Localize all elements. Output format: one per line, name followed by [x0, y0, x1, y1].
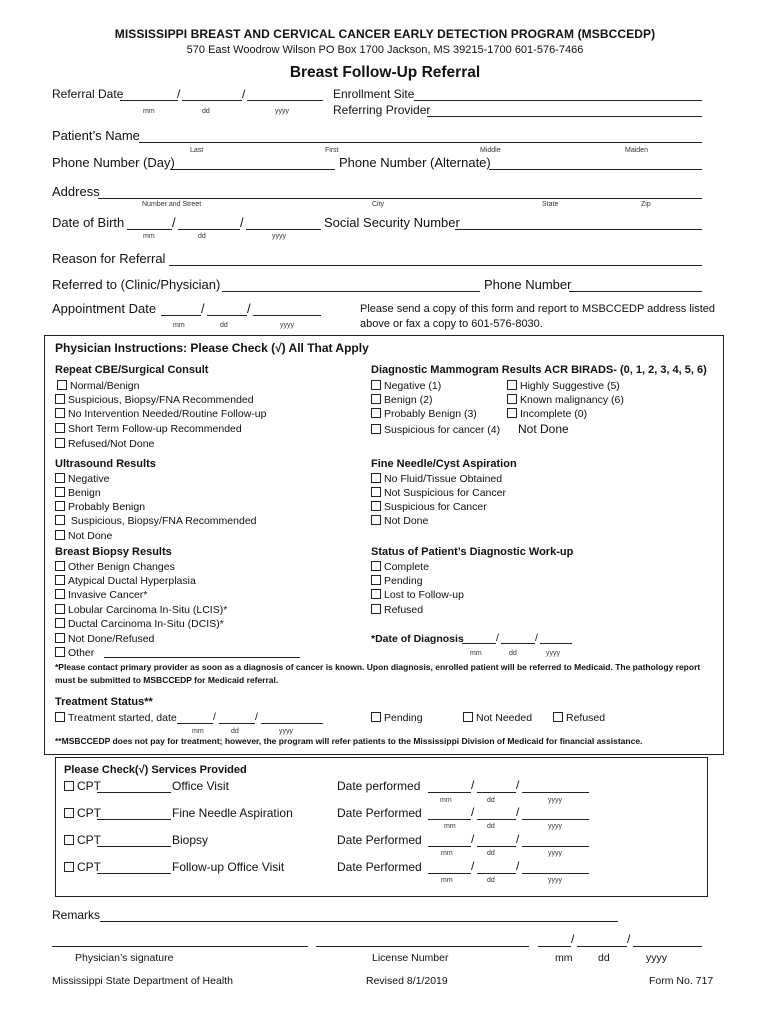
mammogram-not-done[interactable]: Not Done: [518, 422, 569, 436]
cbe-option[interactable]: Refused/Not Done: [55, 438, 154, 450]
treatment-section-title: Treatment Status**: [55, 696, 153, 708]
service-row-follow-up-visit[interactable]: CPT: [64, 861, 101, 875]
checkbox[interactable]: [507, 408, 517, 418]
address-label: Address: [52, 184, 100, 199]
checkbox[interactable]: [55, 712, 65, 722]
cbe-option[interactable]: Short Term Follow-up Recommended: [55, 423, 242, 435]
mammogram-option[interactable]: Incomplete (0): [507, 408, 587, 420]
cpt-code-field[interactable]: [97, 846, 171, 847]
referral-phone-field[interactable]: [569, 291, 702, 292]
checkbox[interactable]: [507, 394, 517, 404]
cbe-option[interactable]: No Intervention Needed/Routine Follow-up: [55, 408, 266, 420]
physician-signature-label: Physician’s signature: [75, 952, 174, 964]
phone-day-label: Phone Number (Day): [52, 155, 175, 170]
ssn-field[interactable]: [455, 229, 702, 230]
reason-field[interactable]: [169, 265, 702, 266]
mammogram-option[interactable]: Highly Suggestive (5): [507, 380, 620, 392]
service-date-dd-field[interactable]: [477, 846, 516, 847]
checkbox[interactable]: [55, 604, 65, 614]
checkbox[interactable]: [371, 394, 381, 404]
treatment-not-needed-option[interactable]: Not Needed: [463, 712, 532, 724]
treatment-dd-field[interactable]: [219, 723, 255, 724]
biopsy-option[interactable]: Ductal Carcinoma In-Situ (DCIS)*: [55, 618, 224, 630]
checkbox[interactable]: [371, 604, 381, 614]
checkbox[interactable]: [55, 394, 65, 404]
ultrasound-option[interactable]: Negative: [55, 473, 109, 485]
cpt-code-field[interactable]: [97, 792, 171, 793]
ultrasound-option[interactable]: Benign: [55, 487, 101, 499]
ultrasound-option[interactable]: Suspicious, Biopsy/FNA Recommended: [55, 515, 257, 527]
service-date-yyyy-field[interactable]: [522, 792, 589, 793]
dob-label: Date of Birth: [52, 215, 125, 230]
services-title: Please Check(√) Services Provided: [64, 764, 247, 776]
checkbox[interactable]: [55, 561, 65, 571]
mammogram-option[interactable]: Benign (2): [371, 394, 432, 406]
treatment-pending-option[interactable]: Pending: [371, 712, 423, 724]
patient-name-field[interactable]: [139, 142, 702, 143]
service-date-mm-field[interactable]: [428, 846, 471, 847]
mammogram-section-title: Diagnostic Mammogram Results ACR BIRADS- (0, 1, 2, 3, 4, 5, 6): [371, 364, 707, 376]
dob-dd-field[interactable]: [178, 229, 240, 230]
workup-option[interactable]: Pending: [371, 575, 423, 587]
phone-alt-field[interactable]: [489, 169, 702, 170]
mammogram-option[interactable]: Known malignancy (6): [507, 394, 624, 406]
checkbox[interactable]: [371, 487, 381, 497]
signature-dd-field[interactable]: [577, 946, 627, 947]
diagnosis-yyyy-field[interactable]: [540, 643, 572, 644]
appointment-dd-field[interactable]: [207, 315, 247, 316]
referral-form-page: MISSISSIPPI BREAST AND CERVICAL CANCER EARLY DETECTION PROGRAM (MSBCCEDP) 570 East Woodrow Wilson PO Box 1700 Jackson, MS 39215-1700 601-576-7466 Breast Follow-Up Referral Referral Date / / mm dd yyyy Enrollment Site Referring Provider Patient’s Name Last First Middle Maiden Phone Number (Day) Phone Number (Alternate) Address Number and Street City State Zip Date of Birth / / mm dd yyyy Social Security Number Reason for Referral Referred to (Clinic/Physician) Phone Number Appointment Date / / mm dd yyyy Please send a copy of this form and report to MSBCCEDP address listed above or fax a copy to 601-576-8030. Physician Instructions: Please Check (√) All That Apply Repeat CBE/Surgical Consult Normal/Benign Suspicious, Biopsy/FNA Recommended No Intervention Needed/Routine Follow-up Short Term Follow-up Recommended Refused/Not Done Diagnostic Mammogram Results ACR BIRADS- (0, 1, 2, 3, 4, 5, 6) Negative (1) Benign (2) Probably Benign (3) Suspicious for cancer (4) Highly Suggestive (5) Known malignancy (6) Incomplete (0) Not Done Ultrasound Results Negative Benign Probably Benign Suspicious, Biopsy/FNA Recommended Not Done Fine Needle/Cyst Aspiration No Fluid/Tissue Obtained Not Suspicious for Cancer Suspicious for Cancer Not Done Breast Biopsy Results Other Benign Changes Atypical Ductal Hyperplasia Invasive Cancer* Lobular Carcinoma In-Situ (LCIS)* Ductal Carcinoma In-Situ (DCIS)* Not Done/Refused Other Status of Patient’s Diagnostic Work-up Complete Pending Lost to Follow-up Refused *Date of Diagnosis / / mm dd yyyy *Please contact primary provider as soon as a diagnosis of cancer is known. Upon diagnosis, enrolled patient will be referred to Medicaid. The pathology report must be submitted to MSBCCEDP for Medicaid referral. Treatment Status** Treatment started, date / / mm dd yyyy Pending Not Needed Refused **MSBCCEDP does not pay for treatment; however, the program will refer patients to the Mississippi Division of Medicaid for financial assistance. Please Check(√) Services Provided CPT Office Visit Date performed / / mm dd yyyy CPT Fine Needle Aspiration Date Performed / / mm dd yyyy CPT Biopsy Date Performed / / mm dd yyyy CPT Follow-up Office Visit Date Performed / / mm dd yyyy Remarks / / Physician’s signature License Number mm dd yyyy Mississippi State Department of Health Revised 8/1/2019 Form No. 717: [0, 0, 770, 1024]
service-date-yyyy-field[interactable]: [522, 873, 589, 874]
biopsy-section-title: Breast Biopsy Results: [55, 546, 172, 558]
reason-label: Reason for Referral: [52, 251, 166, 266]
treatment-yyyy-field[interactable]: [261, 723, 323, 724]
service-date-yyyy-field[interactable]: [522, 846, 589, 847]
checkbox[interactable]: [371, 712, 381, 722]
checkbox[interactable]: [371, 515, 381, 525]
cpt-code-field[interactable]: [97, 819, 171, 820]
service-date-mm-field[interactable]: [428, 873, 471, 874]
signature-mm-field[interactable]: [538, 946, 571, 947]
cbe-section-title: Repeat CBE/Surgical Consult: [55, 364, 209, 376]
checkbox[interactable]: [55, 473, 65, 483]
checkbox[interactable]: [463, 712, 473, 722]
workup-section-title: Status of Patient’s Diagnostic Work-up: [371, 546, 574, 558]
program-address: 570 East Woodrow Wilson PO Box 1700 Jackson, MS 39215-1700 601-576-7466: [186, 44, 584, 56]
checkbox[interactable]: [55, 423, 65, 433]
checkbox[interactable]: [507, 380, 517, 390]
biopsy-option[interactable]: Other Benign Changes: [55, 561, 175, 573]
service-date-mm-field[interactable]: [428, 819, 471, 820]
treatment-started-option[interactable]: Treatment started, date: [55, 712, 177, 724]
patient-name-label: Patient’s Name: [52, 128, 140, 143]
enrollment-site-label: Enrollment Site: [333, 87, 415, 101]
mammogram-option[interactable]: Negative (1): [371, 380, 441, 392]
biopsy-option[interactable]: Other: [55, 647, 94, 659]
referral-date-dd-field[interactable]: [182, 100, 242, 101]
checkbox[interactable]: [64, 835, 74, 845]
workup-option[interactable]: Refused: [371, 604, 423, 616]
treatment-payment-note: **MSBCCEDP does not pay for treatment; however, the program will refer patients to the Mississippi Division of Medicaid for financial assistance.: [55, 736, 643, 746]
ultrasound-option[interactable]: Not Done: [55, 530, 112, 542]
service-row-biopsy[interactable]: CPT: [64, 834, 101, 848]
checkbox[interactable]: [371, 575, 381, 585]
enrollment-site-field[interactable]: [414, 100, 702, 101]
cbe-option[interactable]: Suspicious, Biopsy/FNA Recommended: [55, 394, 254, 406]
referral-date-mm-field[interactable]: [120, 100, 178, 101]
phone-day-field[interactable]: [170, 169, 335, 170]
checkbox[interactable]: [371, 408, 381, 418]
service-date-dd-field[interactable]: [477, 873, 516, 874]
service-date-dd-field[interactable]: [477, 792, 516, 793]
service-date-dd-field[interactable]: [477, 819, 516, 820]
ssn-label: Social Security Number: [324, 215, 460, 230]
fna-option[interactable]: No Fluid/Tissue Obtained: [371, 473, 502, 485]
checkbox[interactable]: [371, 501, 381, 511]
referring-provider-field[interactable]: [427, 116, 702, 117]
service-date-yyyy-field[interactable]: [522, 819, 589, 820]
department-name: Mississippi State Department of Health: [52, 975, 233, 987]
checkbox[interactable]: [371, 561, 381, 571]
appointment-label: Appointment Date: [52, 301, 157, 316]
checkbox[interactable]: [371, 473, 381, 483]
checkbox[interactable]: [55, 618, 65, 628]
service-row-office-visit[interactable]: CPT: [64, 780, 101, 794]
fna-option[interactable]: Not Done: [371, 515, 428, 527]
physician-signature-field[interactable]: [52, 946, 308, 947]
instructions-heading: Physician Instructions: Please Check (√) All That Apply: [55, 341, 369, 355]
cbe-option[interactable]: Normal/Benign: [57, 380, 139, 392]
address-field[interactable]: [98, 198, 702, 199]
remarks-field[interactable]: [100, 921, 618, 922]
service-row-fine-needle-aspiration[interactable]: CPT: [64, 807, 101, 821]
form-number: Form No. 717: [649, 975, 714, 987]
checkbox[interactable]: [55, 515, 65, 525]
appointment-yyyy-field[interactable]: [253, 315, 321, 316]
referred-to-field[interactable]: [222, 291, 480, 292]
referred-to-label: Referred to (Clinic/Physician): [52, 277, 221, 292]
dob-yyyy-field[interactable]: [246, 229, 321, 230]
checkbox[interactable]: [55, 633, 65, 643]
phone-alt-label: Phone Number (Alternate): [339, 155, 491, 170]
checkbox[interactable]: [371, 424, 381, 434]
checkbox[interactable]: [64, 862, 74, 872]
remarks-label: Remarks: [52, 908, 101, 922]
biopsy-option[interactable]: Lobular Carcinoma In-Situ (LCIS)*: [55, 604, 227, 616]
treatment-mm-field[interactable]: [177, 723, 213, 724]
ultrasound-option[interactable]: Probably Benign: [55, 501, 145, 513]
page-title: Breast Follow-Up Referral: [289, 64, 481, 81]
checkbox[interactable]: [55, 501, 65, 511]
workup-option[interactable]: Lost to Follow-up: [371, 589, 464, 601]
checkbox[interactable]: [64, 781, 74, 791]
license-number-field[interactable]: [316, 946, 529, 947]
referral-date-yyyy-field[interactable]: [247, 100, 323, 101]
license-number-label: License Number: [372, 952, 449, 964]
checkbox[interactable]: [553, 712, 563, 722]
checkbox[interactable]: [55, 408, 65, 418]
fna-option[interactable]: Not Suspicious for Cancer: [371, 487, 506, 499]
biopsy-option[interactable]: Not Done/Refused: [55, 633, 154, 645]
checkbox[interactable]: [55, 487, 65, 497]
mammogram-option[interactable]: Probably Benign (3): [371, 408, 477, 420]
workup-option[interactable]: Complete: [371, 561, 429, 573]
referral-date-label: Referral Date: [52, 87, 124, 101]
cancer-diagnosis-note: *Please contact primary provider as soon as a diagnosis of cancer is known. Upon diagnosis, enrolled patient will be referred to Medicaid. The pathology report must be submitted to MSBCCEDP for Medicaid referral.: [55, 662, 701, 685]
signature-yyyy-field[interactable]: [633, 946, 702, 947]
checkbox[interactable]: [57, 380, 67, 390]
program-name: MISSISSIPPI BREAST AND CERVICAL CANCER EARLY DETECTION PROGRAM (MSBCCEDP): [114, 27, 656, 41]
checkbox[interactable]: [55, 589, 65, 599]
checkbox[interactable]: [371, 380, 381, 390]
revision-date: Revised 8/1/2019: [366, 975, 448, 987]
services-provided-box: [55, 757, 708, 897]
diagnosis-date-label: *Date of Diagnosis: [371, 633, 464, 645]
diagnosis-mm-field[interactable]: [462, 643, 496, 644]
checkbox[interactable]: [64, 808, 74, 818]
biopsy-other-field[interactable]: [104, 657, 300, 658]
fna-option[interactable]: Suspicious for Cancer: [371, 501, 487, 513]
referral-phone-label: Phone Number: [484, 277, 572, 292]
checkbox[interactable]: [371, 589, 381, 599]
checkbox[interactable]: [55, 647, 65, 657]
biopsy-option[interactable]: Atypical Ductal Hyperplasia: [55, 575, 196, 587]
biopsy-option[interactable]: Invasive Cancer*: [55, 589, 147, 601]
ultrasound-section-title: Ultrasound Results: [55, 458, 156, 470]
referring-provider-label: Referring Provider: [333, 103, 431, 117]
send-copy-note-line2: above or fax a copy to 601-576-8030.: [360, 318, 543, 330]
dob-mm-field[interactable]: [127, 229, 172, 230]
appointment-mm-field[interactable]: [161, 315, 201, 316]
treatment-refused-option[interactable]: Refused: [553, 712, 605, 724]
send-copy-note-line1: Please send a copy of this form and report to MSBCCEDP address listed: [360, 303, 716, 315]
fna-section-title: Fine Needle/Cyst Aspiration: [371, 458, 517, 470]
checkbox[interactable]: [55, 575, 65, 585]
cpt-code-field[interactable]: [97, 873, 171, 874]
checkbox[interactable]: [55, 438, 65, 448]
checkbox[interactable]: [55, 530, 65, 540]
mammogram-option[interactable]: Suspicious for cancer (4): [371, 424, 500, 436]
service-date-mm-field[interactable]: [428, 792, 471, 793]
diagnosis-dd-field[interactable]: [501, 643, 535, 644]
